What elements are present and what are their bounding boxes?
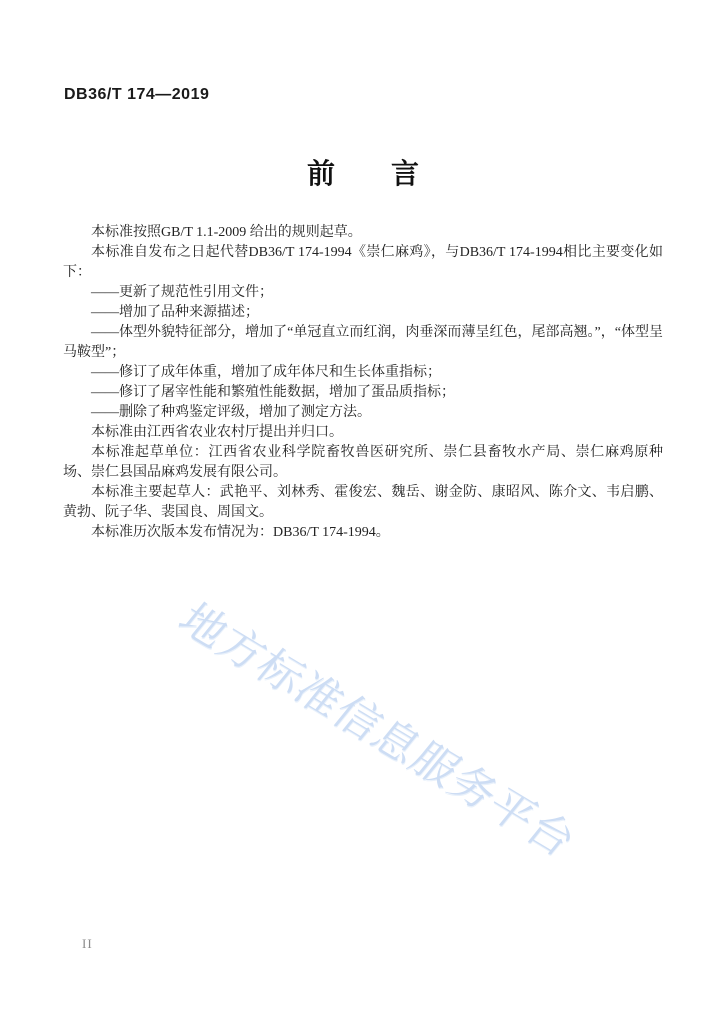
change-item: ——修订了屠宰性能和繁殖性能数据，增加了蛋品质指标； [91,385,455,400]
page-title: 前 言 [306,158,419,189]
change-item: ——更新了规范性引用文件； [91,285,273,300]
paragraph-drafting-units: 本标准起草单位：江西省农业科学院畜牧兽医研究所、崇仁县畜牧水产局、崇仁麻鸡原种场、崇仁县国品麻鸡发展有限公司。 [63,445,663,480]
watermark-text: 地方标准信息服务平台 [168,595,586,866]
foreword-body [63,223,663,543]
paragraph-proposer: 本标准由江西省农业农村厅提出并归口。 [91,425,343,440]
change-item: ——修订了成年体重，增加了成年体尺和生长体重指标； [91,365,441,380]
paragraph-drafting-rule: 本标准按照GB/T 1.1-2009 给出的规则起草。 [91,225,362,240]
standard-number-header: DB36/T 174—2019 [64,86,210,103]
change-item: ——删除了种鸡鉴定评级，增加了测定方法。 [91,405,371,420]
change-item: ——体型外貌特征部分，增加了“单冠直立而红润，肉垂深而薄呈红色，尾部高翘。”，“体型呈马鞍型”； [63,325,663,360]
paragraph-drafters: 本标准主要起草人：武艳平、刘林秀、霍俊宏、魏岳、谢金防、康昭风、陈介文、韦启鹏、黄勃、阮子华、裴国良、周国文。 [63,485,663,520]
paragraph-version-history: 本标准历次版本发布情况为：DB36/T 174-1994。 [91,525,390,540]
change-item: ——增加了品种来源描述； [91,305,259,320]
page-number: II [82,936,93,951]
paragraph-replacement: 本标准自发布之日起代替DB36/T 174-1994《崇仁麻鸡》，与DB36/T 174-1994相比主要变化如下： [63,245,663,280]
